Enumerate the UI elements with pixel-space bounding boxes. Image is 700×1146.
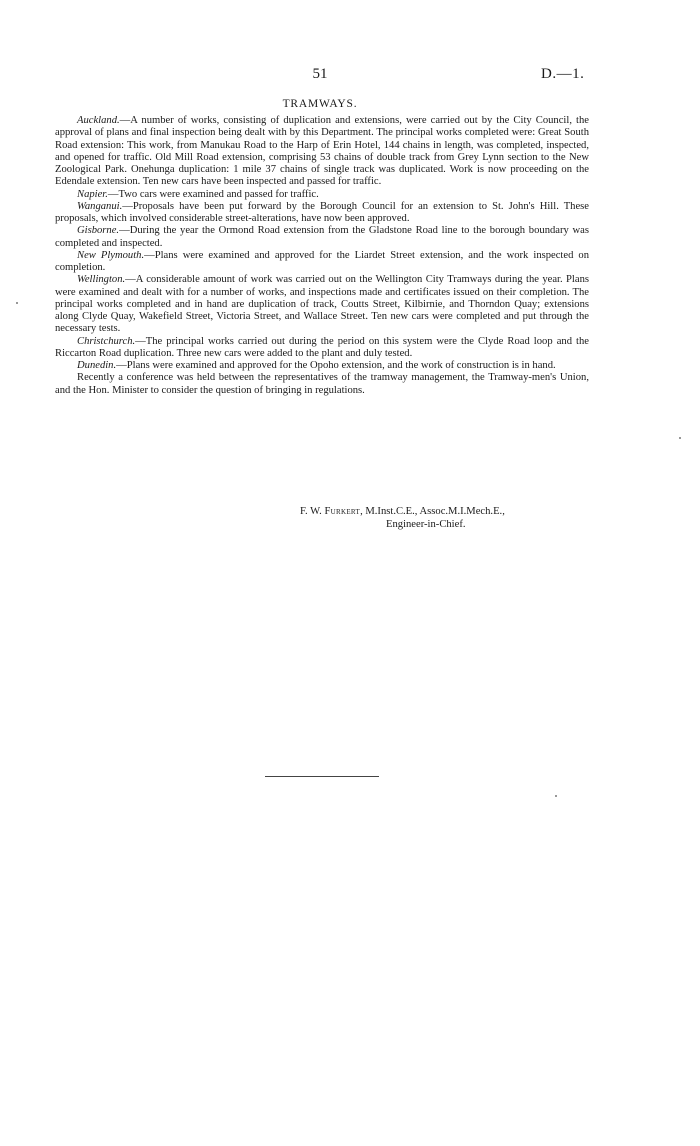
- scan-speck: [16, 302, 18, 304]
- place-name: Christchurch.: [77, 335, 136, 347]
- paragraph-text: Recently a conference was held between the representatives of the tramway management, the Tramway-men's Union, and the Hon. Minister to consider the question of bringing in regulations.: [55, 372, 589, 396]
- paragraph-text: —During the year the Ormond Road extension from the Gladstone Road line to the borough boundary was completed and inspected.: [55, 225, 589, 249]
- closing-rule: [265, 776, 379, 777]
- document-reference: D.—1.: [541, 66, 585, 82]
- paragraph-christchurch: [55, 336, 589, 361]
- paragraph-text: —The principal works carried out during the period on this system were the Clyde Road loop and the Riccarton Road duplication. Three new cars were added to the plant and duly tested.: [55, 335, 589, 359]
- place-name: Napier.: [77, 188, 108, 200]
- place-name: Auckland.: [77, 115, 120, 126]
- paragraph-new-plymouth: [55, 250, 589, 275]
- paragraph-text: —Plans were examined and approved for the Liardet Street extension, and the work inspected on completion.: [55, 249, 590, 273]
- paragraph-wanganui: [55, 201, 589, 226]
- place-name: Wellington.: [77, 274, 126, 286]
- paragraph-conference: [55, 372, 589, 397]
- place-name: Dunedin.: [77, 360, 117, 371]
- paragraph-wellington: [55, 274, 589, 335]
- signature-block: [300, 505, 620, 531]
- page-header: [0, 66, 700, 86]
- body-text: [55, 115, 589, 397]
- paragraph-auckland: [55, 115, 589, 189]
- paragraph-napier: [55, 189, 589, 201]
- place-name: Wanganui.: [77, 200, 123, 212]
- place-name: New Plymouth.: [77, 249, 145, 261]
- scan-speck: [555, 795, 557, 797]
- signature-credentials: , M.Inst.C.E., Assoc.M.I.Mech.E.,: [360, 506, 505, 517]
- paragraph-text: —Plans were examined and approved for the Opoho extension, and the work of construction is in hand.: [116, 360, 556, 371]
- paragraph-gisborne: [55, 225, 589, 250]
- signature-surname: Furkert: [324, 506, 361, 517]
- scan-speck: [679, 437, 681, 439]
- paragraph-text: —Two cars were examined and passed for traffic.: [107, 188, 319, 200]
- section-title: TRAMWAYS.: [282, 98, 358, 110]
- signature-title: Engineer-in-Chief.: [386, 519, 466, 530]
- paragraph-dunedin: [55, 360, 589, 372]
- paragraph-text: —A considerable amount of work was carried out on the Wellington City Tramways during the year. Plans were examined and dealt with for a number of works, and inspections made and certificates issued on their completion. The principal works completed and in hand are duplication of track, Coutts Street, Kilbirnie, and Thorndon Quay; extensions along Clyde Quay, Wakefield Street, Victoria Street, and Wallace Street. Ten new cars were completed and put through the necessary tests.: [55, 274, 589, 335]
- place-name: Gisborne.: [77, 225, 120, 237]
- page-number: 51: [312, 66, 328, 82]
- signature-name-line: [300, 505, 620, 518]
- paragraph-text: —A number of works, consisting of duplication and extensions, were carried out by the City Council, the approval of plans and final inspection being dealt with by this Department. The principal works completed were: Great South Road extension: This work, from Manukau Road to the Harp of Erin Hotel, 144 chains in length, was completed, inspected, and opened for traffic. Old Mill Road extension, comprising 53 chains of double track from Grey Lynn section to the New Zoological Park. Onehunga duplication: 1 mile 37 chains of single track was duplicated. Work is now proceeding on the Edendale extension. Ten new cars have been inspected and passed for traffic.: [55, 115, 589, 188]
- paragraph-text: —Proposals have been put forward by the Borough Council for an extension to St. John's Hill. These proposals, which involved considerable street-alterations, have now been approved.: [55, 200, 589, 224]
- signature-initials: F. W.: [300, 506, 322, 517]
